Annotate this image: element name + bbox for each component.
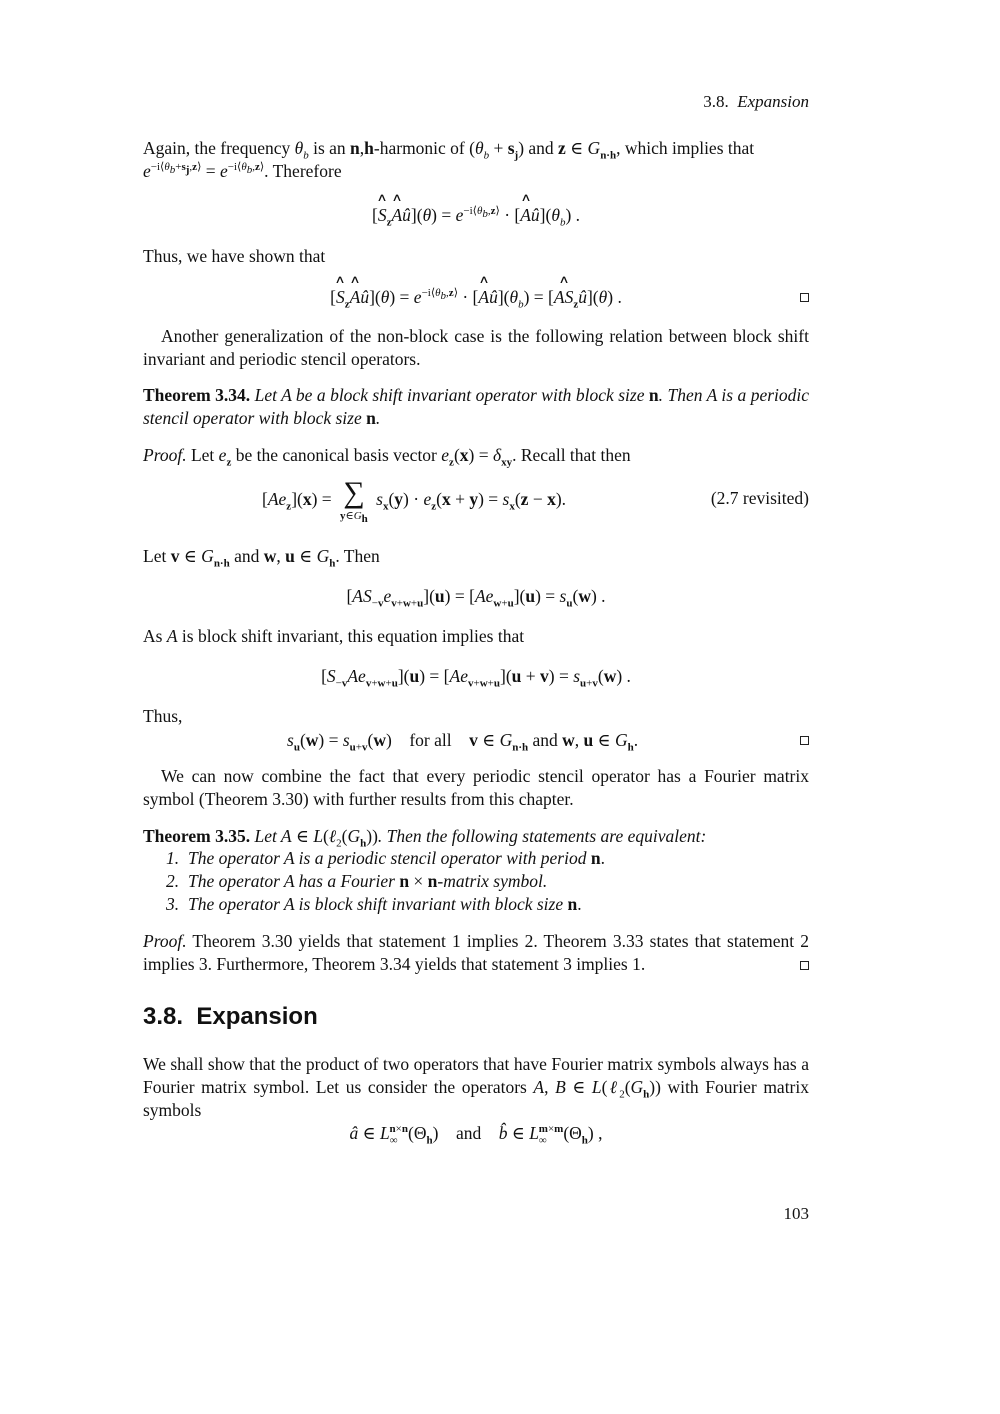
equation-1: [∧ $S_z\wedge$ Aû](θ) = $e^{-i⟨\theta_b,z⟩}$ · [∧ $Aû](\theta_b)$ . <box>143 204 809 227</box>
list-item: 2. The operator A has a Fourier n × n-matrix symbol. <box>166 871 548 891</box>
running-header: 3.8. Expansion <box>703 92 809 111</box>
paragraph-generalization: Another generalization of the non-block case is the following relation between block shift invariant and periodic stencil operators. <box>143 326 809 369</box>
proof-3-35: Proof. Theorem 3.30 yields that statement 1 implies 2. Theorem 3.33 states that statement 2 implies 3. Furthermore, Theorem 3.34 yields that statement 3 implies 1. <box>143 931 809 974</box>
equation-2: [∧ $S_z\wedge$ Aû](θ) = $e^{-i⟨\theta_b,z⟩}$ · [∧ $Aû](\theta_b)$ = [∧ $AS_zû](\theta)$ . <box>143 286 809 309</box>
equation-4: $[S_{-v}Ae_{v+w+u}](u) = [Ae_{v+w+u}](u + v) = s_{u+v}(w)$ . <box>321 666 631 690</box>
let-line: Let v ∈ $G_{n\cdot h}$ and w, u ∈ $G_h$. Then <box>143 546 380 570</box>
as-line: As A is block shift invariant, this equation implies that <box>143 626 525 646</box>
paragraph-product: We shall show that the product of two operators that have Fourier matrix symbols always has a Fourier matrix symbol. Let us consider the operators A, B ∈ $L(\ell_2(G_h))$ with Fourier matrix symbols <box>143 1054 809 1120</box>
paragraph-combine: We can now combine the fact that every periodic stencil operator has a Fourier matrix symbol (Theorem 3.30) with further results from this chapter. <box>143 766 809 809</box>
page-number: 103 <box>783 1204 809 1223</box>
qed-mark <box>800 961 809 970</box>
paragraph-frequency: Again, the frequency $\theta_b$ is an n,h-harmonic of $(\theta_b + s_j)$ and z ∈ $G_{n\cdot h}$, which implies that $e^{-i⟨\theta_b+s_j,z⟩} = e^{-i⟨\theta_b,z⟩}$. Therefore <box>143 138 755 181</box>
equation-reference: (2.7 revisited) <box>710 488 809 508</box>
list-item: 1. The operator A is a periodic stencil operator with period n. <box>166 848 605 868</box>
thus-line: Thus, <box>143 706 183 726</box>
qed-mark <box>800 293 809 302</box>
list-item: 3. The operator A is block shift invariant with block size n. <box>166 894 582 914</box>
equivalence-list <box>166 847 806 916</box>
section-heading: 3.8. Expansion <box>143 1003 318 1030</box>
thus-shown: Thus, we have shown that <box>143 246 326 266</box>
equation-symbols: â ∈ $L_\infty^{n\times n}(\Theta_h)$ and b̂ ∈ $L_\infty^{m\times m}(\Theta_h)$ , <box>349 1123 603 1147</box>
theorem-3-34: Theorem 3.34. Let A be a block shift invariant operator with block size n. Then A is a periodic stencil operator with block size n. <box>143 385 810 428</box>
equation-5: $s_u(w) = s_{u+v}(w)$ for all v ∈ $G_{n\cdot h}$ and w, u ∈ $G_h$. <box>287 730 639 754</box>
equation-3: $[AS_{-v}e_{v+w+u}](u) = [Ae_{w+u}](u) = s_u(w)$ . <box>346 586 606 610</box>
qed-mark <box>800 736 809 745</box>
theorem-3-35: Theorem 3.35. Let A ∈ $L(\ell_2(G_h))$. Then the following statements are equivalent: <box>143 826 707 850</box>
proof-3-34: Proof. Let $e_z$ be the canonical basis vector $e_z(x) = \delta_{xy}$. Recall that then <box>143 445 631 469</box>
equation-sum: $[Ae_z](x)$ = ∑ $y\in G_h$ $s_x(y) \cdot e_z(x + y) = s_x(z - x)$. <box>262 476 567 526</box>
